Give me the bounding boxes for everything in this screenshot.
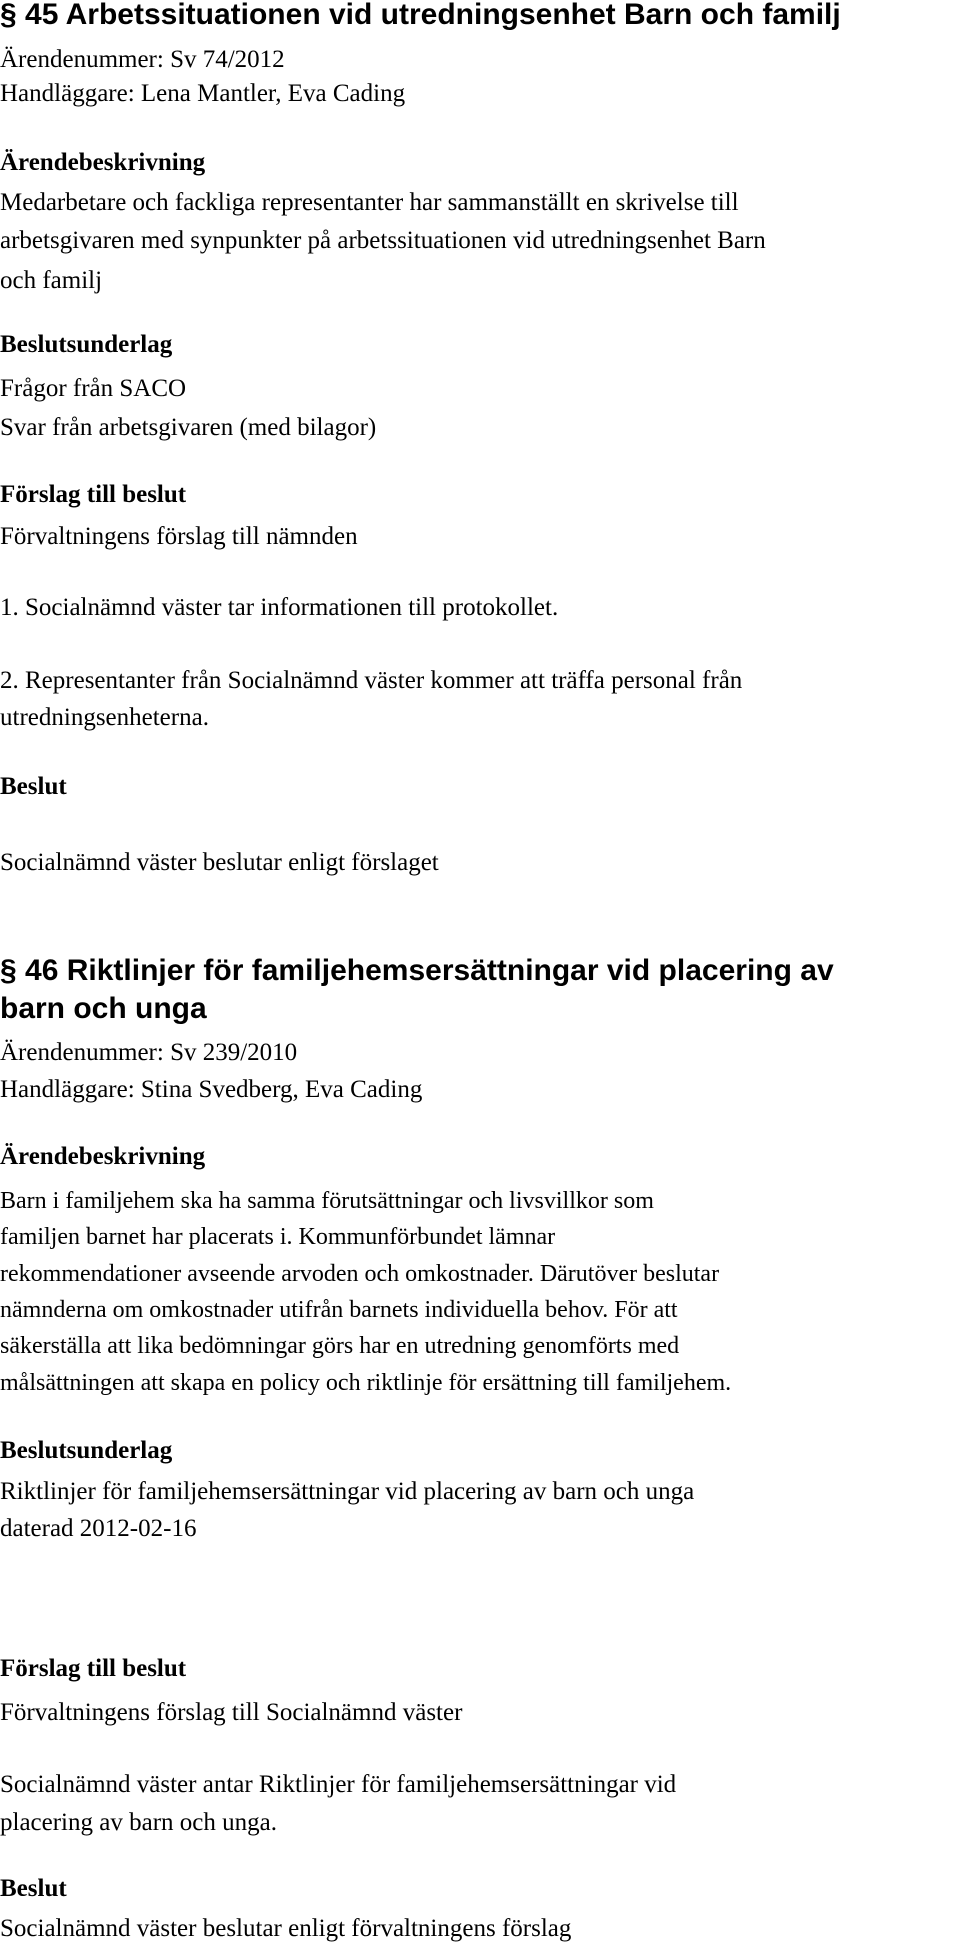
section-46-basis-heading: Beslutsunderlag (0, 1437, 173, 1464)
section-46-decision-text: Socialnämnd väster beslutar enligt förvaltningens förslag (0, 1915, 572, 1942)
section-45-description-heading: Ärendebeskrivning (0, 149, 206, 176)
section-45-description-line: arbetsgivaren med synpunkter på arbetssituationen vid utredningsenhet Barn (0, 227, 766, 254)
section-46-description-line: målsättningen att skapa en policy och riktlinje för ersättning till familjehem. (0, 1370, 732, 1396)
section-45-heading: § 45 Arbetssituationen vid utredningsenhet Barn och familj (0, 0, 841, 31)
section-45-proposal-item: 2. Representanter från Socialnämnd väster kommer att träffa personal från (0, 667, 743, 694)
section-46-case-number: Ärendenummer: Sv 239/2010 (0, 1039, 298, 1066)
section-46-proposal-heading: Förslag till beslut (0, 1655, 187, 1682)
section-45-description-line: Medarbetare och fackliga representanter har sammanställt en skrivelse till (0, 189, 739, 216)
section-45-basis-line: Svar från arbetsgivaren (med bilagor) (0, 414, 377, 441)
section-45-basis-heading: Beslutsunderlag (0, 331, 173, 358)
section-46-heading: § 46 Riktlinjer för familjehemsersättningar vid placering av (0, 954, 834, 987)
section-45-handlers: Handläggare: Lena Mantler, Eva Cading (0, 80, 406, 107)
section-45-description-line: och familj (0, 267, 103, 294)
section-46-decision-heading: Beslut (0, 1875, 67, 1902)
section-45-proposal-heading: Förslag till beslut (0, 481, 187, 508)
section-46-description-heading: Ärendebeskrivning (0, 1143, 206, 1170)
section-45-decision-text: Socialnämnd väster beslutar enligt förslaget (0, 849, 439, 876)
section-45-proposal-intro: Förvaltningens förslag till nämnden (0, 523, 358, 550)
section-46-description-line: rekommendationer avseende arvoden och omkostnader. Därutöver beslutar (0, 1261, 720, 1287)
section-46-basis-line: daterad 2012-02-16 (0, 1515, 197, 1542)
section-45-case-number: Ärendenummer: Sv 74/2012 (0, 46, 285, 73)
section-46-proposal-line: Socialnämnd väster antar Riktlinjer för familjehemsersättningar vid (0, 1771, 677, 1798)
section-45-basis-line: Frågor från SACO (0, 375, 187, 402)
section-46-description-line: nämnderna om omkostnader utifrån barnets individuella behov. För att (0, 1297, 678, 1323)
section-46-description-line: Barn i familjehem ska ha samma förutsättningar och livsvillkor som (0, 1188, 654, 1214)
section-46-proposal-intro: Förvaltningens förslag till Socialnämnd väster (0, 1699, 463, 1726)
section-45-proposal-item: 1. Socialnämnd väster tar informationen till protokollet. (0, 594, 559, 621)
section-46-handlers: Handläggare: Stina Svedberg, Eva Cading (0, 1076, 423, 1103)
section-46-basis-line: Riktlinjer för familjehemsersättningar vid placering av barn och unga (0, 1478, 695, 1505)
section-46-description-line: familjen barnet har placerats i. Kommunförbundet lämnar (0, 1224, 556, 1250)
section-45-proposal-item: utredningsenheterna. (0, 704, 209, 731)
section-46-heading-continued: barn och unga (0, 992, 207, 1025)
section-46-proposal-line: placering av barn och unga. (0, 1809, 277, 1836)
section-45-decision-heading: Beslut (0, 773, 67, 800)
section-46-description-line: säkerställa att lika bedömningar görs har en utredning genomförts med (0, 1333, 680, 1359)
